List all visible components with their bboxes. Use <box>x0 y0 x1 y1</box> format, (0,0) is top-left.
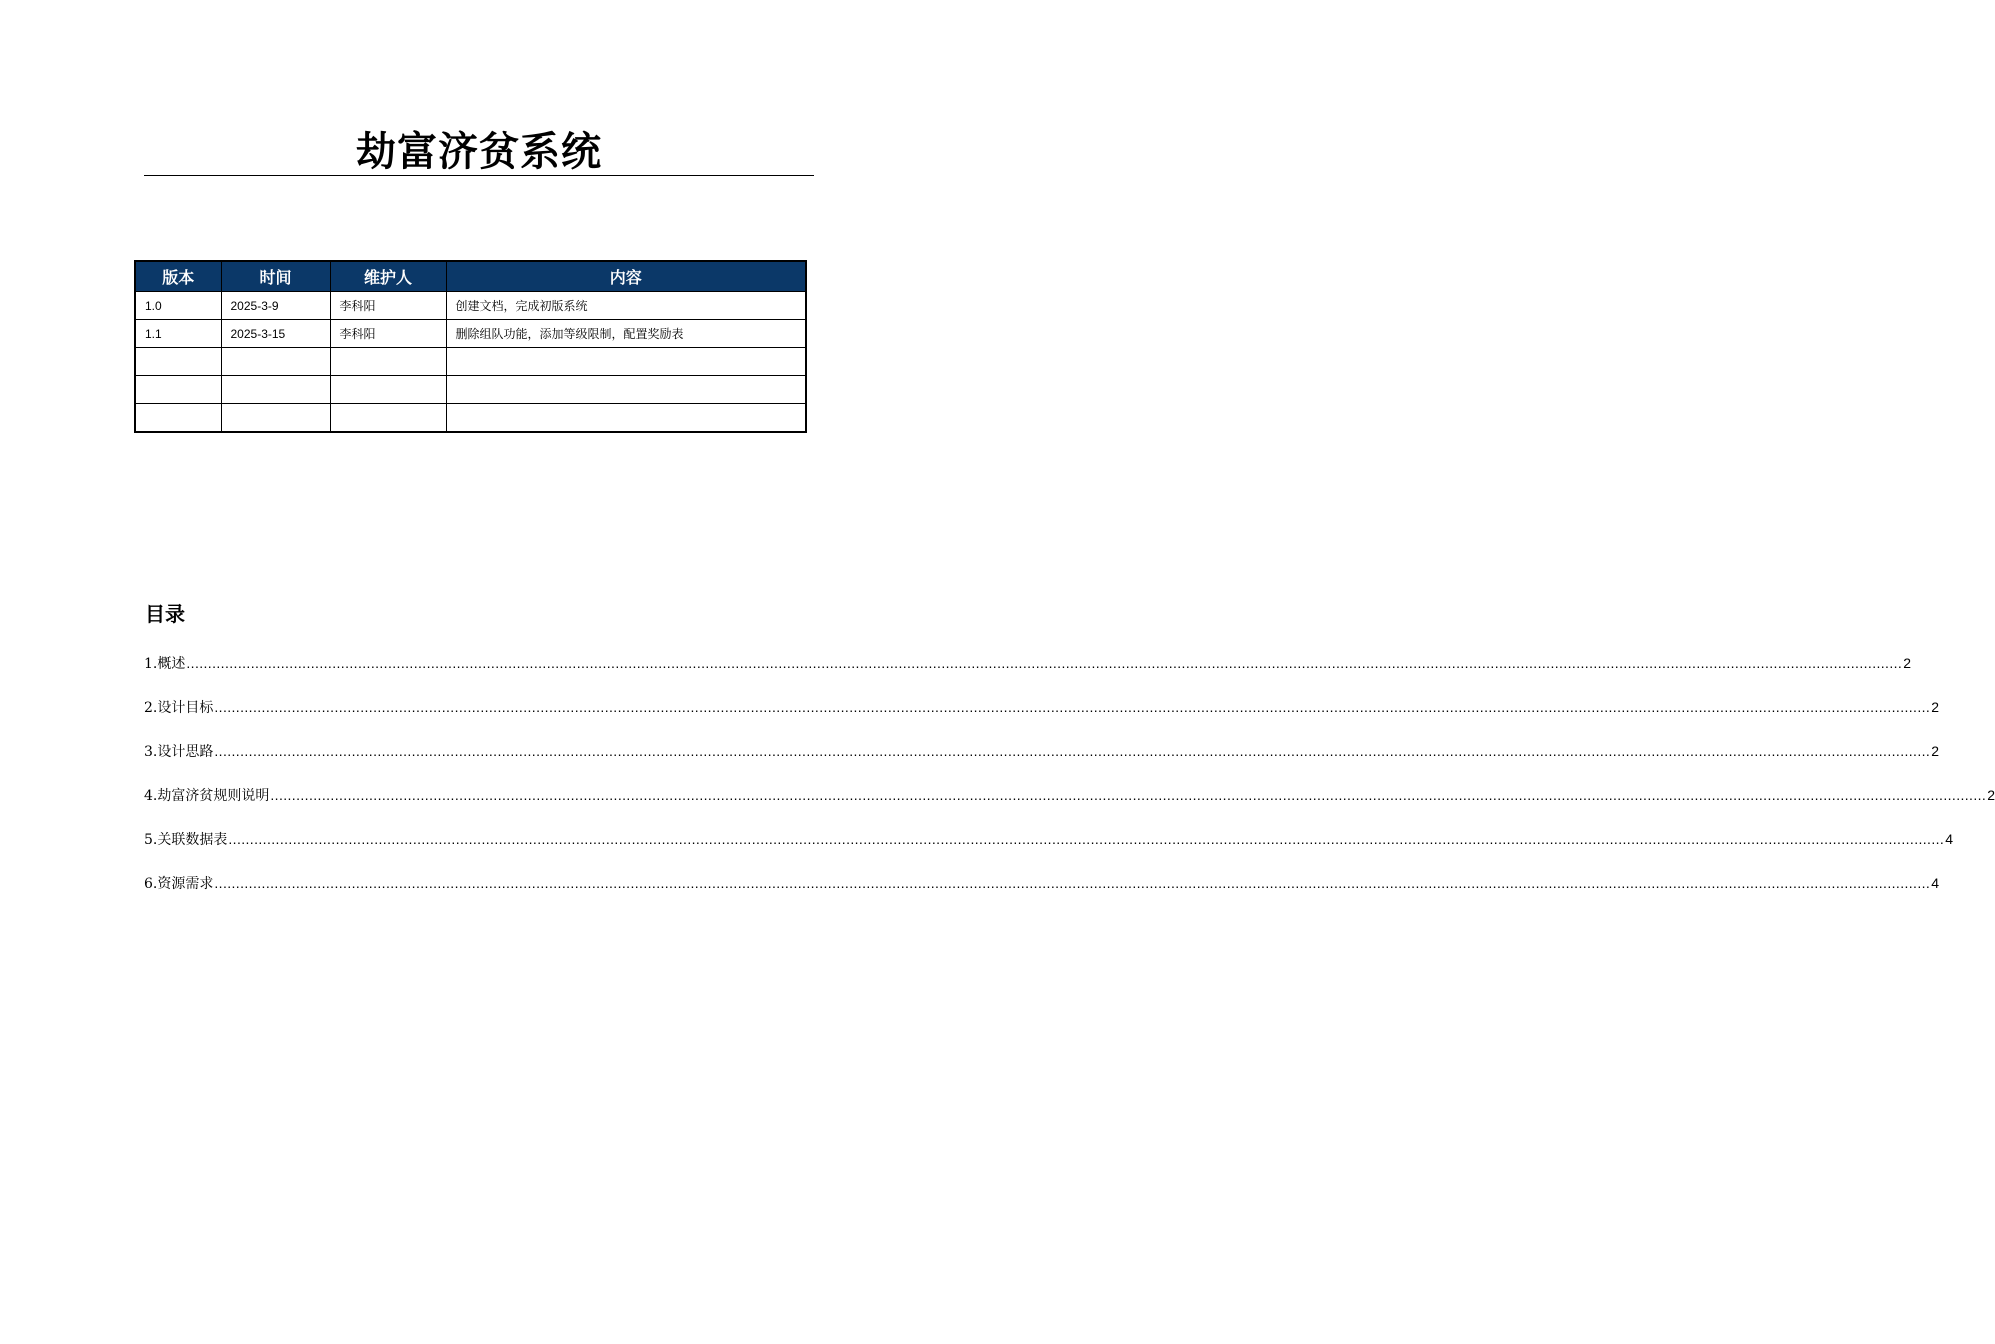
toc-entry-rules[interactable] <box>144 784 1995 828</box>
toc-heading: 目录 <box>145 602 185 626</box>
version-cell <box>135 404 221 433</box>
content-cell: 删除组队功能，添加等级限制，配置奖励表 <box>446 320 806 348</box>
toc-page-number: 2 <box>1931 743 1940 759</box>
toc-dot-leader: ................................................................................................................................................................................................................................................................................................................................................................................................................ <box>228 831 1945 847</box>
toc-entry-text: 3.设计思路 <box>144 744 214 760</box>
toc-entry-text: 6.资源需求 <box>144 876 214 892</box>
table-row <box>135 348 806 376</box>
toc-page-number: 4 <box>1945 831 1954 847</box>
version-cell <box>135 348 221 376</box>
toc-entry-design-approach[interactable] <box>144 740 1940 784</box>
version-cell: 1.0 <box>135 292 221 320</box>
toc-dot-leader: ................................................................................................................................................................................................................................................................................................................................................................................................................ <box>214 699 1931 715</box>
column-header-content: 内容 <box>446 261 806 292</box>
date-cell <box>221 348 330 376</box>
table-header-row <box>135 261 806 292</box>
toc-dot-leader: ................................................................................................................................................................................................................................................................................................................................................................................................................ <box>214 875 1931 891</box>
table-row <box>135 320 806 348</box>
content-cell <box>446 376 806 404</box>
date-cell: 2025-3-15 <box>221 320 330 348</box>
toc-page-number: 2 <box>1987 787 1995 803</box>
title-underline <box>144 175 814 176</box>
toc-dot-leader: ................................................................................................................................................................................................................................................................................................................................................................................................................ <box>214 743 1931 759</box>
revision-history-table <box>134 260 807 433</box>
maintainer-cell: 李科阳 <box>330 320 446 348</box>
version-cell: 1.1 <box>135 320 221 348</box>
column-header-date: 时间 <box>221 261 330 292</box>
column-header-version: 版本 <box>135 261 221 292</box>
maintainer-cell <box>330 376 446 404</box>
toc-entry-overview[interactable] <box>144 652 1912 696</box>
content-cell: 创建文档，完成初版系统 <box>446 292 806 320</box>
content-cell <box>446 348 806 376</box>
toc-dot-leader: ................................................................................................................................................................................................................................................................................................................................................................................................................ <box>270 787 1987 803</box>
content-cell <box>446 404 806 433</box>
toc-entry-text: 1.概述 <box>144 656 186 672</box>
toc-entry-text: 4.劫富济贫规则说明 <box>144 788 270 804</box>
toc-entry-resources[interactable] <box>144 872 1940 916</box>
toc-entry-text: 5.关联数据表 <box>144 832 228 848</box>
maintainer-cell <box>330 404 446 433</box>
maintainer-cell <box>330 348 446 376</box>
date-cell <box>221 404 330 433</box>
toc-page-number: 2 <box>1931 699 1940 715</box>
table-row <box>135 292 806 320</box>
table-of-contents <box>144 652 1995 916</box>
toc-page-number: 4 <box>1931 875 1940 891</box>
toc-entry-text: 2.设计目标 <box>144 700 214 716</box>
toc-dot-leader: ................................................................................................................................................................................................................................................................................................................................................................................................................ <box>186 655 1903 671</box>
toc-page-number: 2 <box>1903 655 1912 671</box>
maintainer-cell: 李科阳 <box>330 292 446 320</box>
document-title: 劫富济贫系统 <box>356 128 602 175</box>
toc-entry-data-tables[interactable] <box>144 828 1954 872</box>
toc-entry-design-goals[interactable] <box>144 696 1940 740</box>
table-row <box>135 376 806 404</box>
date-cell: 2025-3-9 <box>221 292 330 320</box>
version-cell <box>135 376 221 404</box>
date-cell <box>221 376 330 404</box>
column-header-maintainer: 维护人 <box>330 261 446 292</box>
table-row <box>135 404 806 433</box>
